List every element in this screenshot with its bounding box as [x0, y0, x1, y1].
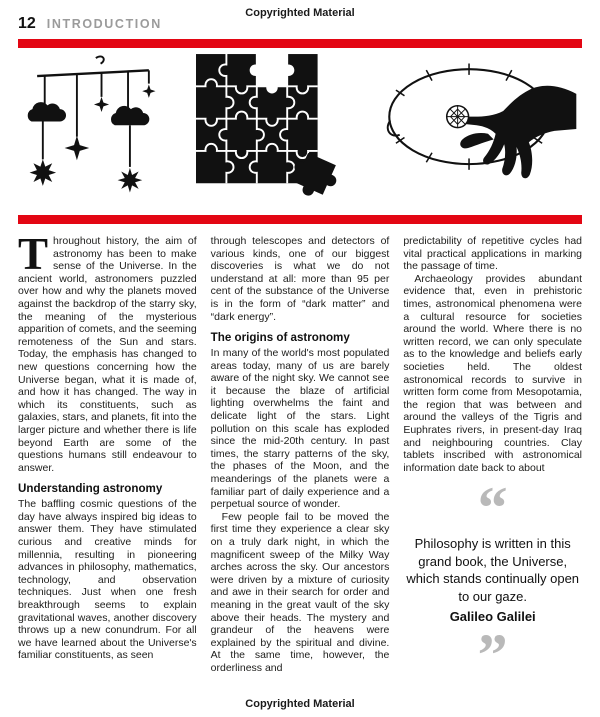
body-paragraph: predictability of repetitive cycles had vital practical applications in marking the passage of time. — [403, 235, 583, 273]
section-title: INTRODUCTION — [46, 17, 162, 31]
copyright-notice-bottom: Copyrighted Material — [245, 698, 355, 710]
text-column-3 — [403, 235, 582, 693]
star-icon — [113, 163, 148, 198]
body-paragraph — [18, 229, 197, 474]
text-column-1 — [18, 229, 197, 693]
star-icon — [24, 154, 61, 191]
text-column-2 — [211, 235, 390, 693]
pull-quote — [403, 475, 582, 689]
quote-text: Philosophy is written in this grand book, the Universe, which stands continually open to our gaze. — [406, 536, 580, 604]
star-icon — [65, 136, 90, 161]
mobile-illustration — [22, 54, 164, 206]
quote-attribution: Galileo Galilei — [449, 609, 536, 625]
body-text — [18, 229, 583, 693]
paragraph-text: hroughout history, the aim of astronomy has been to make sense of the Universe. In the ancient world, astronomers puzzled over how and why the planets moved against the backdrop of the starry sky, the meaning of the mysterious apparition of comets, and the seeming remoteness of the Sun and stars. Today, the emphasis has changed to new questions concerning how the Universe began, what it is made of, and how it has changed. The way in which its constituents, such as galaxies, stars, and planets, fit into the larger picture and whether there is life beyond Earth are some of the questions humans still endeavour to answer. — [18, 235, 197, 474]
page-number: 12 — [18, 15, 36, 32]
gem-icon — [447, 106, 469, 128]
cloud-icon — [28, 102, 66, 121]
body-paragraph: In many of the world's most populated areas today, many of us are barely aware of the night sky. We cannot see it because the blaze of artificial lighting overwhelms the faint and delicate light of the stars. Light pollution on this scale has exploded since the mid-20th century. In past times, the starry patterns of the sky, the phases of the Moon, and the meanderings of the planets were a familiar part of daily experience and a perpetual source of wonder. — [210, 347, 390, 511]
body-paragraph: Few people fail to be moved the first time they experience a clear sky on a truly dark night, in which the magnificent sweep of the Milky Way arches across the sky. Our ancestors were driven by a mixture of curiosity and awe in their search for order and meaning in the great vault of the sky above their heads. The mystery and grandeur of the heavens were explained by the spiritual and divine. At the same time, however, the orderliness and — [210, 510, 390, 674]
subheading-origins-of-astronomy: The origins of astronomy — [210, 331, 350, 345]
body-paragraph: Archaeology provides abundant evidence that, even in prehistoric times, astronomical phenomena were a cultural resource for societies around the world. Where there is no written record, we can only speculate as to the knowledge and beliefs early societies held. The oldest astronomical records to survive in written form come from Mesopotamia, the region that was between and around the valleys of the Tigris and Euphrates rivers, in present-day Iraq and neighbouring countries. Clay tablets inscribed with astronomical information date back to about — [403, 272, 583, 474]
body-paragraph: The baffling cosmic questions of the day have always inspired big ideas to answer them. They have stimulated curious and creative minds for millennia, resulting in pioneering advances in philosophy, mathematics, technology, and observation techniques. Just when one fresh breakthrough seems to explain gravitational waves, another discovery throws up a new conundrum. For all we have learned about the Universe's familiar constituents, as seen — [18, 498, 197, 662]
subheading-understanding-astronomy: Understanding astronomy — [18, 482, 163, 496]
hand-gem-illustration — [380, 54, 578, 204]
illustration-row — [22, 54, 578, 212]
puzzle-illustration — [196, 54, 348, 208]
masthead — [18, 15, 162, 33]
cloud-icon — [111, 106, 149, 125]
open-quote-icon: “ — [477, 475, 508, 542]
body-paragraph: through telescopes and detectors of various kinds, one of our biggest discoveries is what we do not understand at all: more than 95 per cent of the substance of the Universe is in the form of “dark matter” and “dark energy”. — [210, 235, 390, 323]
star-icon — [94, 97, 109, 112]
red-divider-bottom — [18, 215, 582, 224]
red-divider-top — [18, 39, 582, 48]
drop-cap: T — [18, 229, 49, 279]
close-quote-icon: ” — [477, 622, 508, 689]
star-icon — [142, 85, 155, 98]
copyright-notice-top: Copyrighted Material — [245, 7, 355, 19]
